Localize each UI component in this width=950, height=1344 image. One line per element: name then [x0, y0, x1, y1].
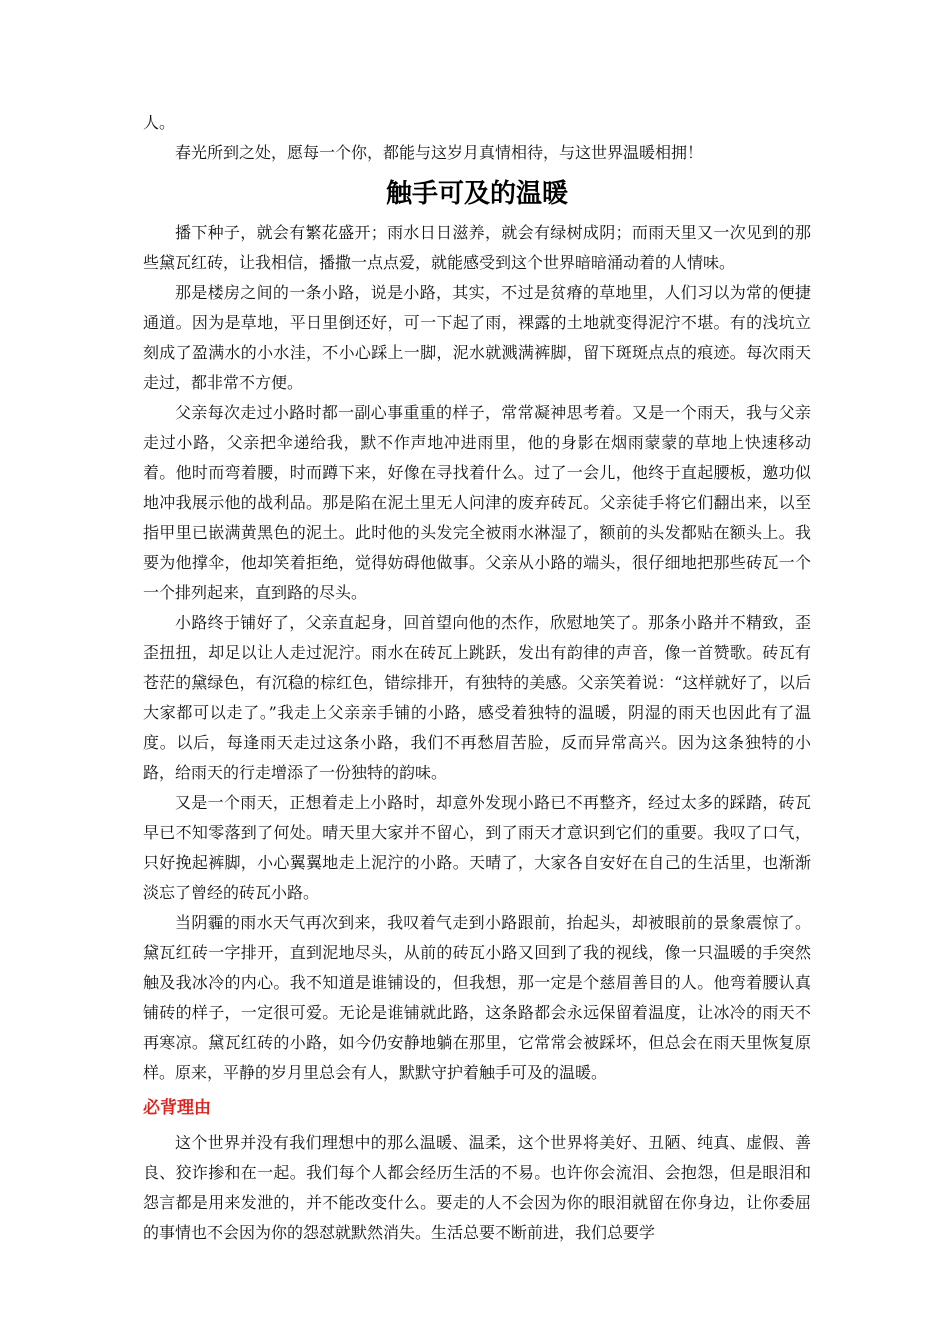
- essay-title: 触手可及的温暖: [385, 179, 568, 209]
- intro-closing-paragraph: 春光所到之处，愿每一个你，都能与这岁月真情相待，与这世界温暖相拥！: [175, 143, 704, 162]
- essay-paragraph-2: 那是楼房之间的一条小路，说是小路，其实，不过是贫瘠的草地里，人们习以为常的便捷通道。因为是草地，平日里倒还好，可一下起了雨，裸露的土地就变得泥泞不堪。有的浅坑立刻成了盈满水的小水洼，不小心踩上一脚，泥水就溅满裤脚，留下斑斑点点的痕迹。每次雨天走过，都非常不方便。: [143, 283, 811, 392]
- intro-fragment: 人。: [143, 113, 176, 132]
- essay-paragraph-5: 又是一个雨天，正想着走上小路时，却意外发现小路已不再整齐，经过太多的踩踏，砖瓦早已不知零落到了何处。晴天里大家并不留心，到了雨天才意识到它们的重要。我叹了口气，只好挽起裤脚，小心翼翼地走上泥泞的小路。天晴了，大家各自安好在自己的生活里，也渐渐淡忘了曾经的砖瓦小路。: [143, 793, 811, 902]
- reason-heading: 必背理由: [143, 1098, 211, 1118]
- document-page: [143, 108, 811, 1248]
- essay-paragraph-1: 播下种子，就会有繁花盛开；雨水日日滋养，就会有绿树成阴；而雨天里又一次见到的那些黛瓦红砖，让我相信，播撒一点点爱，就能感受到这个世界暗暗涌动着的人情味。: [143, 223, 811, 272]
- essay-paragraph-6: 当阴霾的雨水天气再次到来，我叹着气走到小路跟前，抬起头，却被眼前的景象震惊了。黛瓦红砖一字排开，直到泥地尽头，从前的砖瓦小路又回到了我的视线，像一只温暖的手突然触及我冰冷的内心。我不知道是谁铺设的，但我想，那一定是个慈眉善目的人。他弯着腰认真铺砖的样子，一定很可爱。无论是谁铺就此路，这条路都会永远保留着温度，让冰冷的雨天不再寒凉。黛瓦红砖的小路，如今仍安静地躺在那里，它常常会被踩坏，但总会在雨天里恢复原样。原来，平静的岁月里总会有人，默默守护着触手可及的温暖。: [143, 913, 811, 1082]
- essay-paragraph-4: 小路终于铺好了，父亲直起身，回首望向他的杰作，欣慰地笑了。那条小路并不精致，歪歪扭扭，却足以让人走过泥泞。雨水在砖瓦上跳跃，发出有韵律的声音，像一首赞歌。砖瓦有苍茫的黛绿色，有沉稳的棕红色，错综排开，有独特的美感。父亲笑着说：“这样就好了，以后大家都可以走了。”我走上父亲亲手铺的小路，感受着独特的温暖，阴湿的雨天也因此有了温度。以后，每逢雨天走过这条小路，我们不再愁眉苦脸，反而异常高兴。因为这条独特的小路，给雨天的行走增添了一份独特的韵味。: [143, 613, 811, 782]
- reason-paragraph: 这个世界并没有我们理想中的那么温暖、温柔，这个世界将美好、丑陋、纯真、虚假、善良、狡诈掺和在一起。我们每个人都会经历生活的不易。也许你会流泪、会抱怨，但是眼泪和怨言都是用来发泄的，并不能改变什么。要走的人不会因为你的眼泪就留在你身边，让你委屈的事情也不会因为你的怨怼就默然消失。生活总要不断前进，我们总要学: [143, 1133, 811, 1242]
- essay-paragraph-3: 父亲每次走过小路时都一副心事重重的样子，常常凝神思考着。又是一个雨天，我与父亲走过小路，父亲把伞递给我，默不作声地冲进雨里，他的身影在烟雨蒙蒙的草地上快速移动着。他时而弯着腰，时而蹲下来，好像在寻找着什么。过了一会儿，他终于直起腰板，邀功似地冲我展示他的战利品。那是陷在泥土里无人问津的废弃砖瓦。父亲徒手将它们翻出来，以至指甲里已嵌满黄黑色的泥土。此时他的头发完全被雨水淋湿了，额前的头发都贴在额头上。我要为他撑伞，他却笑着拒绝，觉得妨碍他做事。父亲从小路的端头，很仔细地把那些砖瓦一个一个排列起来，直到路的尽头。: [143, 403, 811, 602]
